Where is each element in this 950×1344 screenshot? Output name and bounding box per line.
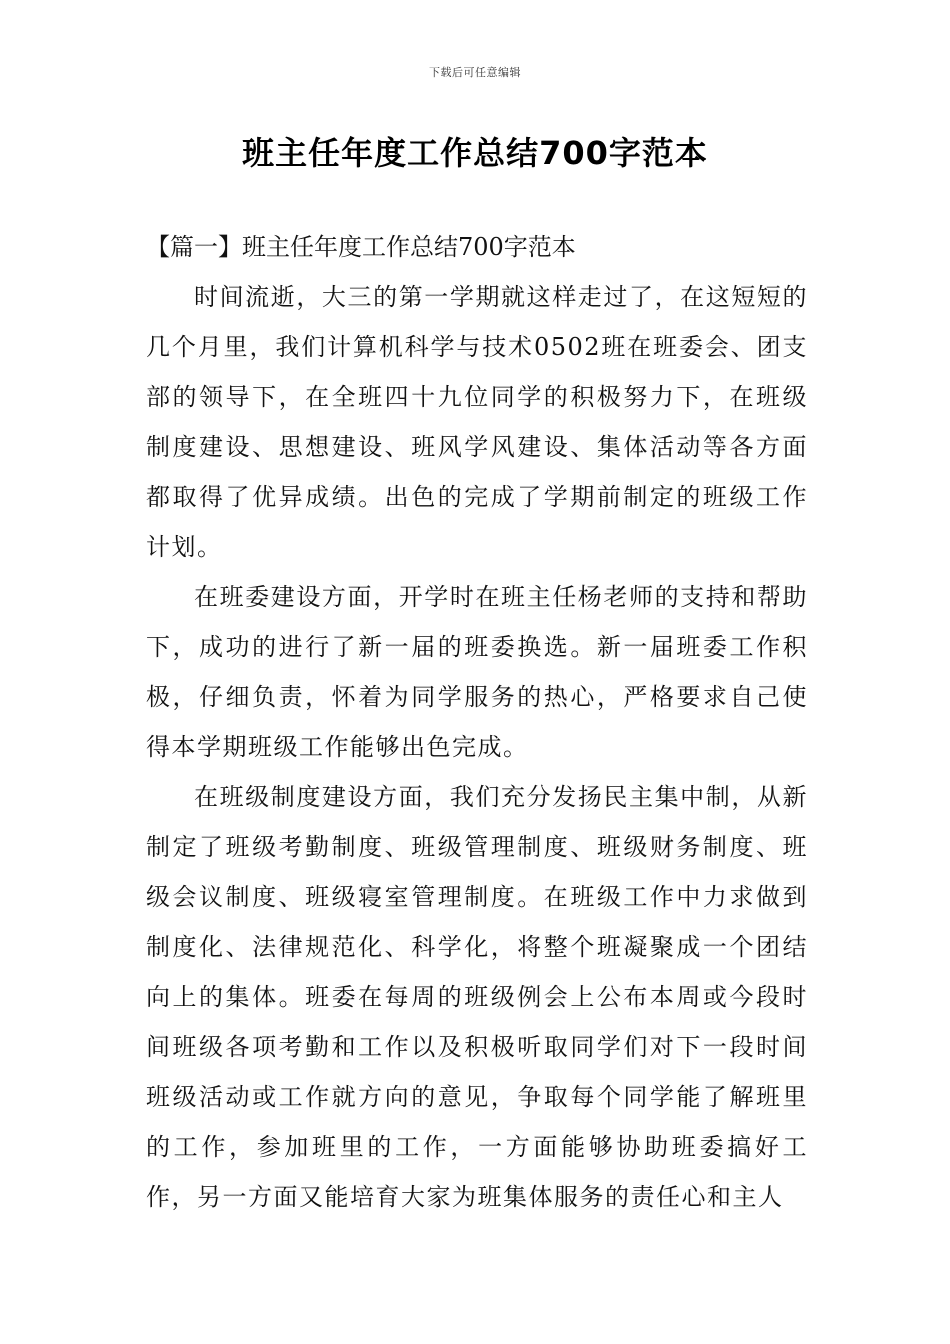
document-title: 班主任年度工作总结700字范本 (242, 134, 708, 172)
paragraph-3: 在班级制度建设方面，我们充分发扬民主集中制，从新制定了班级考勤制度、班级管理制度、班级财务制度、班级会议制度、班级寝室管理制度。在班级工作中力求做到制度化、法律规范化、科学化，将整个班凝聚成一个团结向上的集体。班委在每周的班级例会上公布本周或今段时间班级各项考勤和工作以及积极听取同学们对下一段时间班级活动或工作就方向的意见，争取每个同学能了解班里的工作，参加班里的工作，一方面能够协助班委搞好工作，另一方面又能培育大家为班集体服务的责任心和主人 (146, 783, 808, 1211)
paragraph-1: 时间流逝，大三的第一学期就这样走过了，在这短短的几个月里，我们计算机科学与技术0502班在班委会、团支部的领导下，在全班四十九位同学的积极努力下，在班级制度建设、思想建设、班风学风建设、集体活动等各方面都取得了优异成绩。出色的完成了学期前制定的班级工作计划。 (146, 283, 808, 561)
header-note: 下载后可任意编辑 (429, 66, 521, 79)
section-heading: 【篇一】班主任年度工作总结700字范本 (146, 233, 576, 261)
document-body (146, 222, 808, 1222)
paragraph-2: 在班委建设方面，开学时在班主任杨老师的支持和帮助下，成功的进行了新一届的班委换选。新一届班委工作积极，仔细负责，怀着为同学服务的热心，严格要求自己使得本学期班级工作能够出色完成。 (146, 583, 808, 761)
